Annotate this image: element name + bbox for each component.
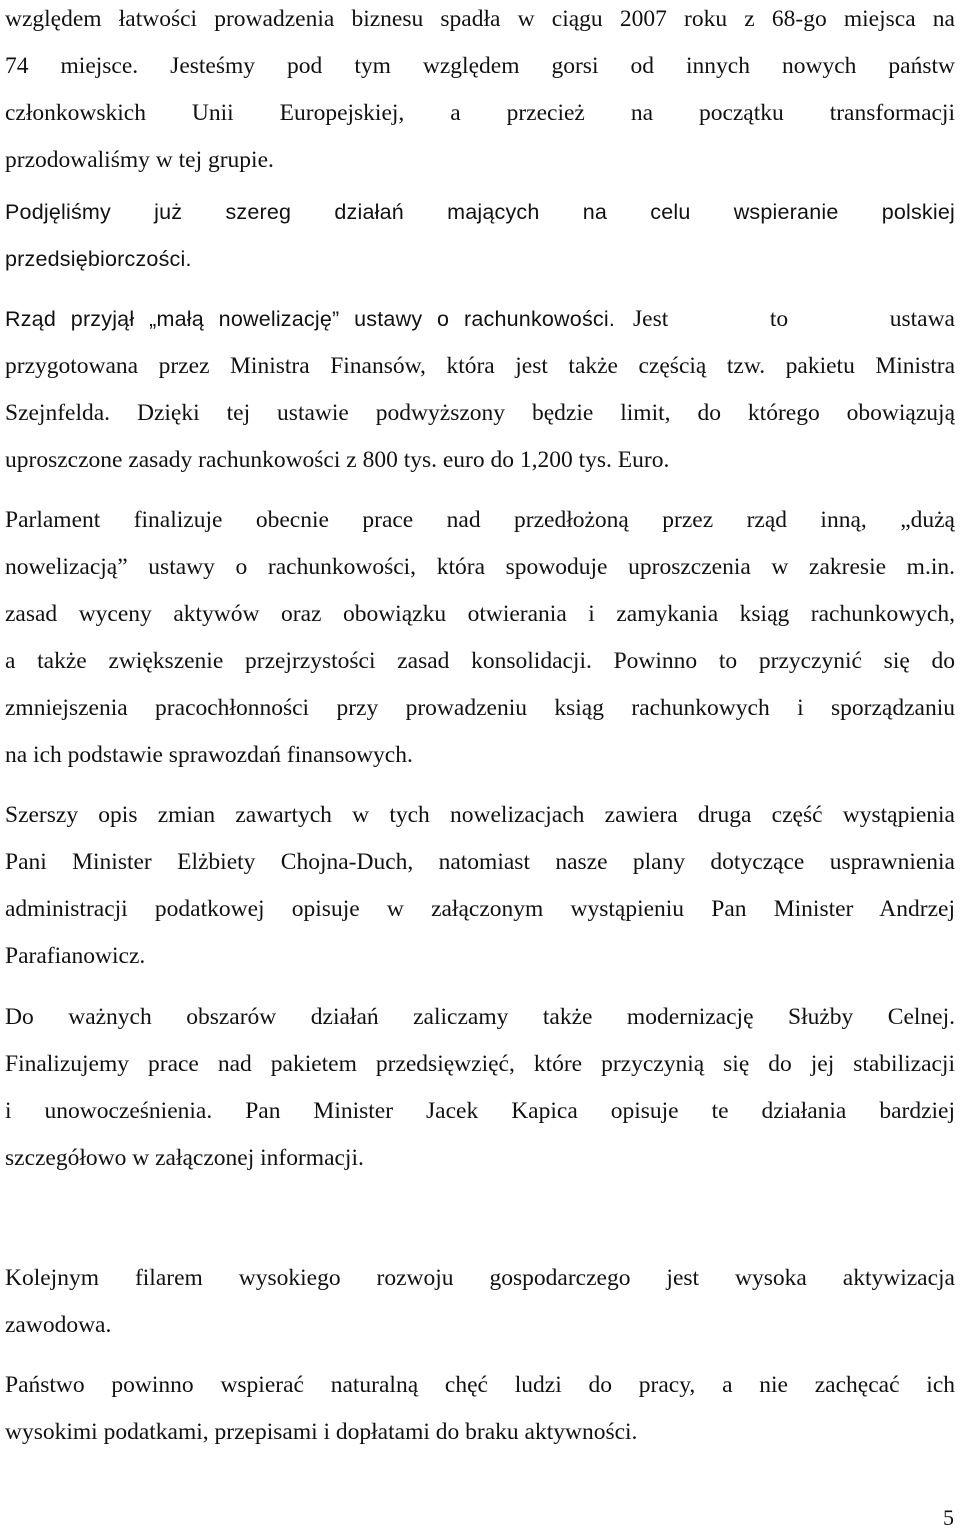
text-line: szczegółowo w załączonej informacji.	[5, 1145, 364, 1171]
text-line: zawodowa.	[5, 1312, 112, 1338]
text-line: przodowaliśmy w tej grupie.	[5, 147, 274, 173]
paragraph-5	[5, 792, 955, 980]
text-line: a także zwiększenie przejrzystości zasad konsolidacji. Powinno to przyczynić się do	[5, 648, 955, 674]
text-line: Szejnfelda. Dzięki tej ustawie podwyższony będzie limit, do którego obowiązują	[5, 400, 955, 426]
text-line: Szerszy opis zmian zawartych w tych nowelizacjach zawiera druga część wystąpienia	[5, 802, 955, 828]
text-segment: Jest to ustawa	[633, 306, 955, 332]
text-line: względem łatwości prowadzenia biznesu spadła w ciągu 2007 roku z 68-go miejsca na	[5, 6, 955, 32]
text-line: Kolejnym filarem wysokiego rozwoju gospodarczego jest wysoka aktywizacja	[5, 1265, 955, 1291]
paragraph-2	[5, 189, 955, 283]
text-line: uproszczone zasady rachunkowości z 800 tys. euro do 1,200 tys. Euro.	[5, 447, 670, 473]
text-line-mixed	[5, 296, 955, 343]
paragraph-4	[5, 497, 955, 779]
text-line: Podjęliśmy już szereg działań mających na celu wspieranie polskiej	[5, 200, 955, 224]
text-line: Parlament finalizuje obecnie prace nad przedłożoną przez rząd inną, „dużą	[5, 507, 955, 533]
paragraph-8	[5, 1362, 955, 1456]
text-line: Do ważnych obszarów działań zaliczamy także modernizację Służby Celnej.	[5, 1004, 955, 1030]
page-number: 5	[943, 1505, 954, 1530]
text-line: zmniejszenia pracochłonności przy prowadzeniu ksiąg rachunkowych i sporządzaniu	[5, 695, 955, 721]
text-line: przygotowana przez Ministra Finansów, która jest także częścią tzw. pakietu Ministra	[5, 353, 955, 379]
text-line: Parafianowicz.	[5, 943, 146, 969]
text-line: przedsiębiorczości.	[5, 247, 192, 271]
text-line: Finalizujemy prace nad pakietem przedsięwzięć, które przyczynią się do jej stabilizacji	[5, 1051, 955, 1077]
text-line: nowelizacją” ustawy o rachunkowości, która spowoduje uproszczenia w zakresie m.in.	[5, 554, 955, 580]
paragraph-6	[5, 994, 955, 1182]
text-line: Państwo powinno wspierać naturalną chęć ludzi do pracy, a nie zachęcać ich	[5, 1372, 955, 1398]
text-line: i unowocześnienia. Pan Minister Jacek Kapica opisuje te działania bardziej	[5, 1098, 955, 1124]
paragraph-3	[5, 296, 955, 484]
paragraph-7	[5, 1255, 955, 1349]
text-line: zasad wyceny aktywów oraz obowiązku otwierania i zamykania ksiąg rachunkowych,	[5, 601, 955, 627]
text-line: wysokimi podatkami, przepisami i dopłatami do braku aktywności.	[5, 1419, 638, 1445]
text-segment: Rząd przyjął „małą nowelizację” ustawy o rachunkowości.	[5, 307, 615, 331]
text-line: członkowskich Unii Europejskiej, a przecież na początku transformacji	[5, 100, 955, 126]
text-line: 74 miejsce. Jesteśmy pod tym względem gorsi od innych nowych państw	[5, 53, 955, 79]
paragraph-1	[5, 0, 955, 184]
text-line: na ich podstawie sprawozdań finansowych.	[5, 742, 413, 768]
text-line: Pani Minister Elżbiety Chojna-Duch, natomiast nasze plany dotyczące usprawnienia	[5, 849, 955, 875]
text-line: administracji podatkowej opisuje w załączonym wystąpieniu Pan Minister Andrzej	[5, 896, 955, 922]
